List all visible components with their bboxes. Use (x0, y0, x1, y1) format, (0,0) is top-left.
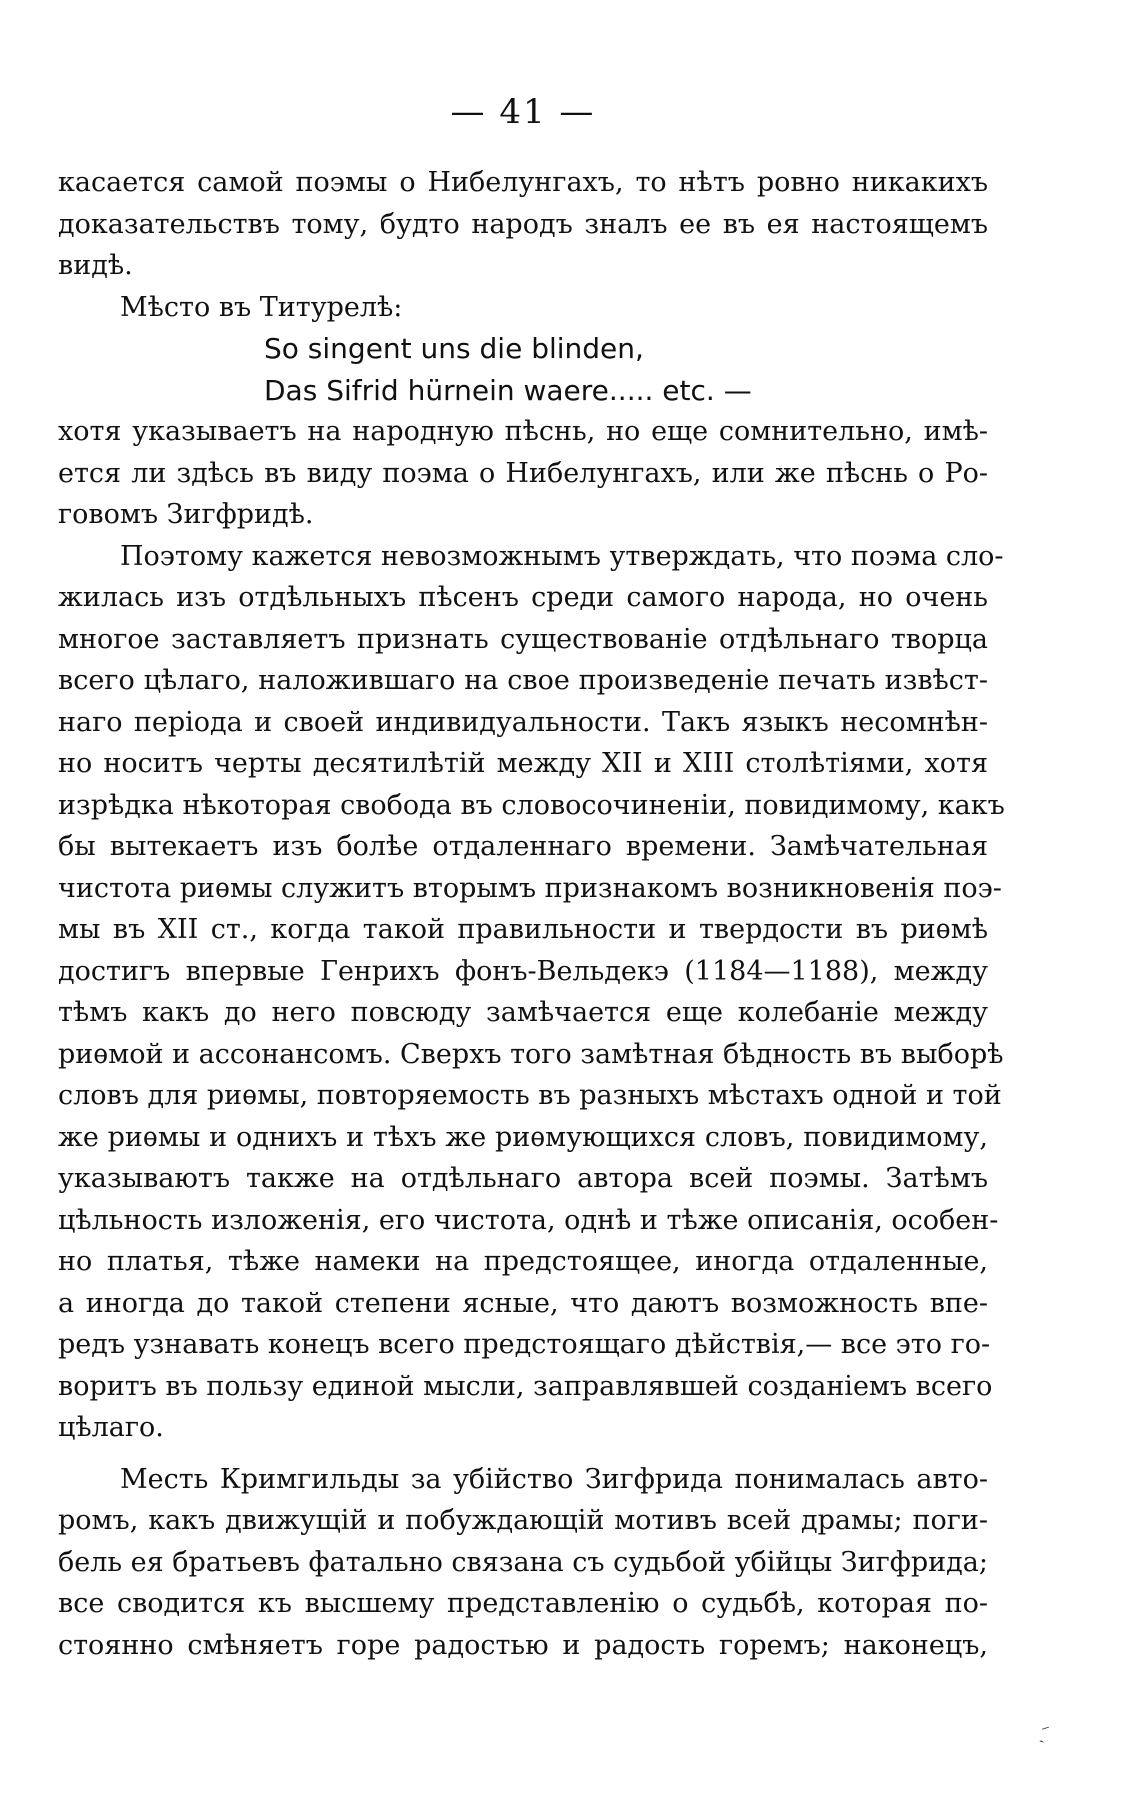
text-line: видѣ. (58, 250, 133, 281)
text-line: доказательствъ тому, будто народъ зналъ ее въ ея настоящемъ (58, 208, 988, 240)
text-line: достигъ впервые Генрихъ фонъ-Вельдекэ (1184—1188), между (58, 955, 988, 987)
text-line: указываютъ также на отдѣльнаго автора всей поэмы. Затѣмъ (58, 1163, 988, 1194)
text-line: все сводится къ высшему представленію о судьбѣ, которая по- (58, 1588, 988, 1619)
text-line: бель ея братьевъ фатально связана съ судьбой убійцы Зигфрида; (58, 1546, 988, 1578)
page-number: — 41 — (450, 92, 596, 132)
text-line: стоянно смѣняетъ горе радостью и радость горемъ; наконецъ, (58, 1629, 988, 1661)
text-line: наго періода и своей индивидуальности. Такъ языкъ несомнѣн- (58, 706, 988, 738)
text-line: воритъ въ пользу единой мысли, заправлявшей созданіемъ всего (58, 1370, 993, 1402)
text-line: же риѳмы и однихъ и тѣхъ же риѳмующихся словъ, повидимому, (58, 1121, 988, 1153)
text-line: риѳмой и ассонансомъ. Сверхъ того замѣтная бѣдность въ выборѣ (58, 1038, 1004, 1070)
paragraph-gap (58, 1449, 988, 1459)
verse-line: Das Sifrid hürnein waere..... etc. — (264, 373, 752, 407)
text-line: изрѣдка нѣкоторая свобода въ словосочиненіи, повидимому, какъ (58, 789, 1005, 821)
text-line: говомъ Зигфридѣ. (58, 499, 314, 530)
scan-mark-icon: ˏ⁻ (1033, 1720, 1055, 1745)
text-line: ромъ, какъ движущій и побуждающій мотивъ всей драмы; поги- (58, 1505, 988, 1536)
text-line: цѣлаго. (58, 1412, 164, 1443)
text-line: всего цѣлаго, наложившаго на свое произведеніе печать извѣст- (58, 665, 988, 696)
text-line: словъ для риѳмы, повторяемость въ разныхъ мѣстахъ одной и той (58, 1080, 1002, 1111)
text-line: Поэтому кажется невозможнымъ утверждать, что поэма сло- (120, 540, 1004, 572)
text-line: касается самой поэмы о Нибелунгахъ, то нѣтъ ровно никакихъ (58, 167, 988, 198)
text-line: жилась изъ отдѣльныхъ пѣсенъ среди самого народа, но очень (58, 582, 988, 613)
text-line: тѣмъ какъ до него повсюду замѣчается еще колебаніе между (58, 997, 988, 1028)
text-line: мы въ XII ст., когда такой правильности и твердости въ риѳмѣ (58, 914, 988, 945)
text-line: хотя указываетъ на народную пѣснь, но еще сомнительно, имѣ- (58, 416, 988, 447)
text-line: бы вытекаетъ изъ болѣе отдаленнаго времени. Замѣчательная (58, 831, 988, 862)
text-line: чистота риѳмы служитъ вторымъ признакомъ возникновенія поэ- (58, 872, 1002, 904)
text-line: а иногда до такой степени ясные, что даютъ возможность впе- (58, 1287, 988, 1319)
body-text (58, 162, 1005, 1666)
text-line: цѣльность изложенія, его чистота, однѣ и тѣже описанія, особен- (58, 1204, 999, 1236)
verse-label: Мѣсто въ Титурелѣ: (120, 291, 403, 323)
text-line: редъ узнавать конецъ всего предстоящаго дѣйствія,— все это го- (58, 1329, 991, 1360)
text-line: ется ли здѣсь въ виду поэма о Нибелунгахъ, или же пѣснь о Ро- (58, 457, 988, 489)
text-line: Месть Кримгильды за убійство Зигфрида понималась авто- (120, 1463, 988, 1495)
verse-line: So singent uns die blinden, (264, 332, 644, 365)
text-line: многое заставляетъ признать существованіе отдѣльнаго творца (58, 623, 988, 655)
text-line: но платья, тѣже намеки на предстоящее, иногда отдаленные, (58, 1246, 988, 1277)
text-line: но носитъ черты десятилѣтій между XII и XIII столѣтіями, хотя (58, 748, 988, 779)
